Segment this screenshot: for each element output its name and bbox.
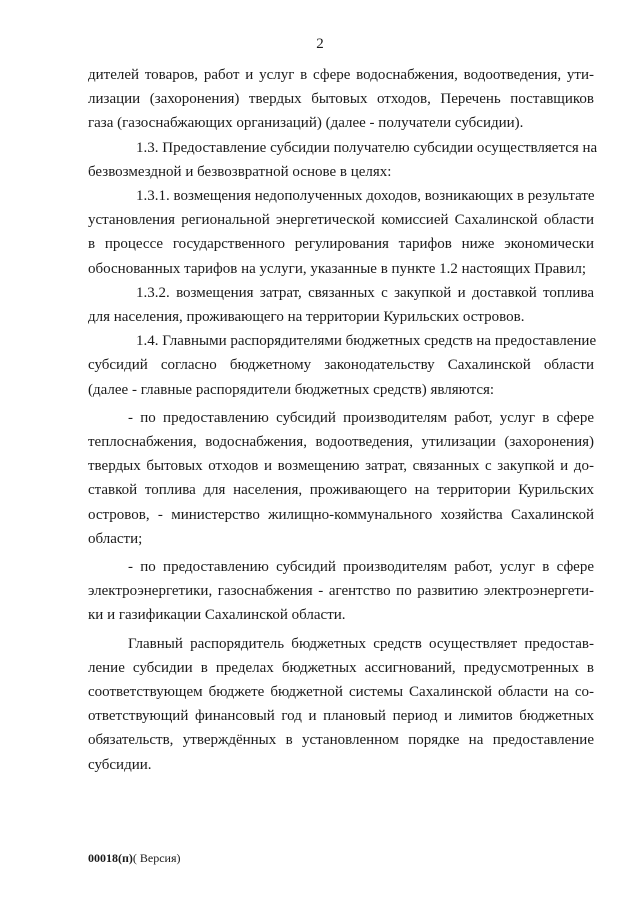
- paragraph-1-3-1: [88, 184, 594, 281]
- paragraph-1-4: [88, 329, 597, 402]
- text-line: газа (газоснабжающих организаций) (далее - получатели субсидии).: [88, 115, 524, 132]
- text-line: соответствующем бюджете бюджетной системы Сахалинской области на со-: [88, 684, 594, 701]
- text-line: электроэнергетики, газоснабжения - агентство по развитию электроэнергети-: [88, 583, 594, 600]
- document-code: 00018(п): [88, 851, 133, 865]
- text-line: области;: [88, 530, 143, 547]
- text-line: обязательств, утверждённых в установленном порядке на предоставление: [88, 732, 594, 749]
- text-line: для населения, проживающего на территории Курильских островов.: [88, 309, 525, 326]
- text-line: безвозмездной и безвозвратной основе в целях:: [88, 163, 392, 180]
- bullet-paragraph-2: [88, 555, 594, 628]
- text-line: 1.3.1. возмещения недополученных доходов, возникающих в результате: [136, 188, 595, 205]
- page-number: 2: [316, 36, 324, 52]
- text-line: твердых бытовых отходов и возмещению затрат, связанных с закупкой и до-: [88, 458, 594, 475]
- text-line: ставкой топлива для населения, проживающего на территории Курильских: [88, 482, 594, 499]
- paragraph-1-3-2: [88, 281, 594, 329]
- text-line: Главный распорядитель бюджетных средств осуществляет предостав-: [128, 635, 594, 652]
- text-line: субсидии.: [88, 756, 152, 773]
- paragraph-1-3: [88, 136, 598, 184]
- document-footer: [88, 851, 181, 866]
- text-line: ответствующий финансовый год и плановый период и лимитов бюджетных: [88, 708, 594, 725]
- text-line: (далее - главные распорядители бюджетных средств) являются:: [88, 381, 495, 398]
- text-line: 1.4. Главными распорядителями бюджетных средств на предоставление: [136, 333, 597, 350]
- document-body: [88, 63, 598, 777]
- text-line: обоснованных тарифов на услуги, указанные в пункте 1.2 настоящих Правил;: [88, 260, 587, 277]
- text-line: лизации (захоронения) твердых бытовых отходов, Перечень поставщиков: [88, 91, 594, 108]
- text-line: в процессе государственного регулирования тарифов ниже экономически: [88, 236, 594, 253]
- document-version: ( Версия): [132, 851, 181, 865]
- text-line: субсидий согласно бюджетному законодательству Сахалинской области: [88, 357, 594, 374]
- text-line: ки и газификации Сахалинской области.: [88, 607, 346, 624]
- text-line: - по предоставлению субсидий производителям работ, услуг в сфере: [128, 559, 594, 576]
- text-line: 1.3. Предоставление субсидии получателю субсидии осуществляется на: [136, 139, 598, 156]
- text-line: островов, - министерство жилищно-коммунального хозяйства Сахалинской: [88, 506, 594, 523]
- bullet-paragraph-1: [88, 406, 594, 551]
- text-line: дителей товаров, работ и услуг в сфере водоснабжения, водоотведения, ути-: [88, 67, 594, 83]
- text-line: ление субсидии в пределах бюджетных ассигнований, предусмотренных в: [88, 659, 594, 676]
- paragraph-continuation: [88, 63, 594, 136]
- paragraph-chief-distributor: [88, 632, 594, 777]
- text-line: установления региональной энергетической комиссией Сахалинской области: [88, 212, 594, 229]
- text-line: - по предоставлению субсидий производителям работ, услуг в сфере: [128, 409, 594, 426]
- text-line: 1.3.2. возмещения затрат, связанных с закупкой и доставкой топлива: [136, 284, 594, 301]
- text-line: теплоснабжения, водоснабжения, водоотведения, утилизации (захоронения): [88, 434, 594, 451]
